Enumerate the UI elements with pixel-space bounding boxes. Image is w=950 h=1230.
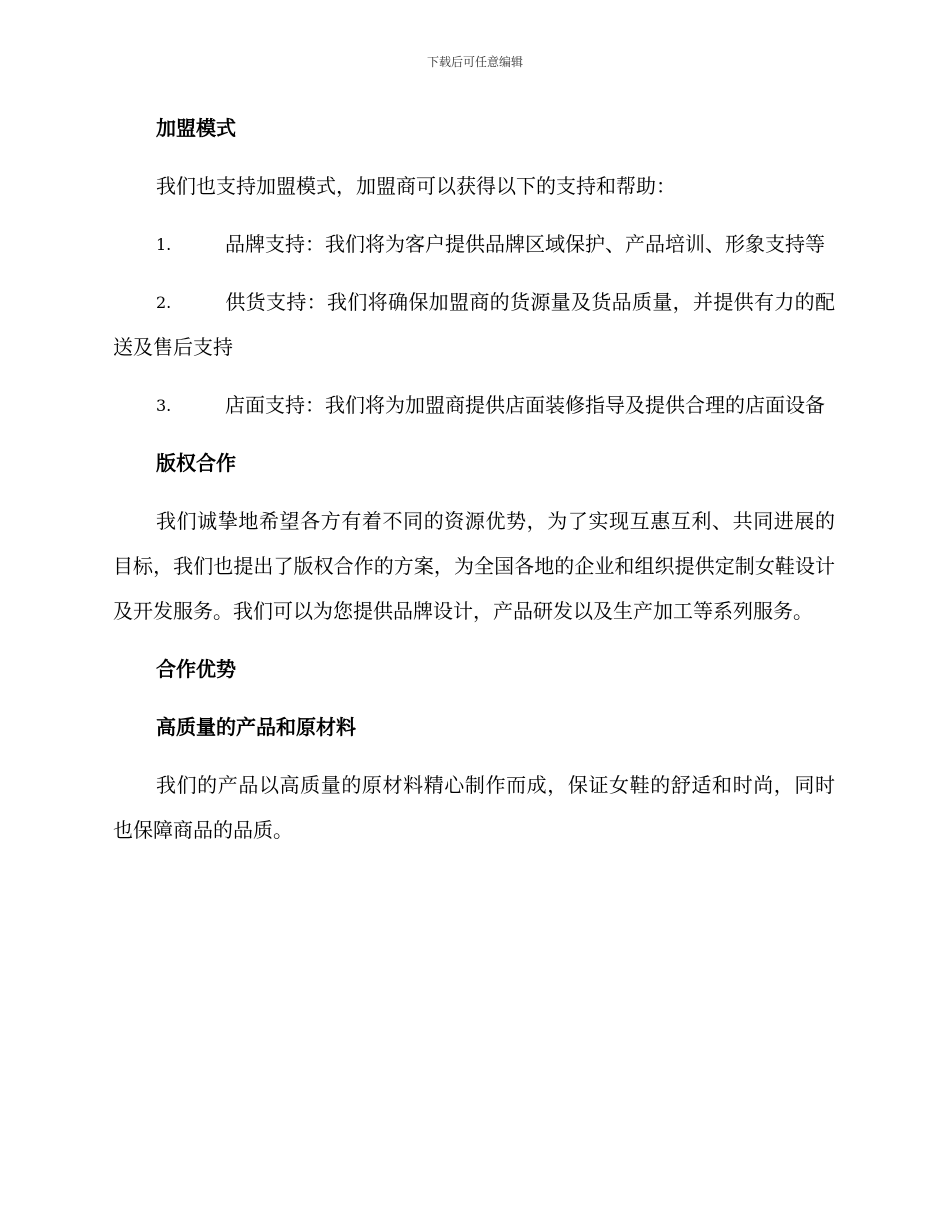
list-item-number: 2. (156, 293, 172, 312)
advantages-paragraph: 我们的产品以高质量的原材料精心制作而成，保证女鞋的舒适和时尚，同时也保障商品的品质。 (113, 773, 835, 842)
list-item (113, 383, 835, 428)
page-header: 下载后可任意编辑 (426, 55, 523, 69)
list-item (113, 222, 835, 267)
franchise-intro: 我们也支持加盟模式，加盟商可以获得以下的支持和帮助： (156, 174, 676, 198)
copyright-paragraph: 我们诚挚地希望各方有着不同的资源优势，为了实现互惠互利、共同进展的目标，我们也提出了版权合作的方案，为全国各地的企业和组织提供定制女鞋设计及开发服务。我们可以为您提供品牌设计，产品研发以及生产加工等系列服务。 (113, 509, 835, 623)
document-body (113, 106, 835, 866)
list-item-text: 供货支持：我们将确保加盟商的货源量及货品质量，并提供有力的配送及售后支持 (113, 290, 835, 359)
list-item (113, 280, 835, 370)
advantages-subheading: 高质量的产品和原材料 (156, 715, 356, 739)
list-item-number: 3. (156, 396, 172, 415)
list-item-text: 店面支持：我们将为加盟商提供店面装修指导及提供合理的店面设备 (225, 393, 825, 417)
list-item-text: 品牌支持：我们将为客户提供品牌区域保护、产品培训、形象支持等 (225, 232, 825, 256)
copyright-heading: 版权合作 (156, 451, 236, 475)
list-item-number: 1. (156, 235, 172, 254)
advantages-heading: 合作优势 (156, 657, 236, 681)
franchise-heading: 加盟模式 (156, 116, 236, 140)
